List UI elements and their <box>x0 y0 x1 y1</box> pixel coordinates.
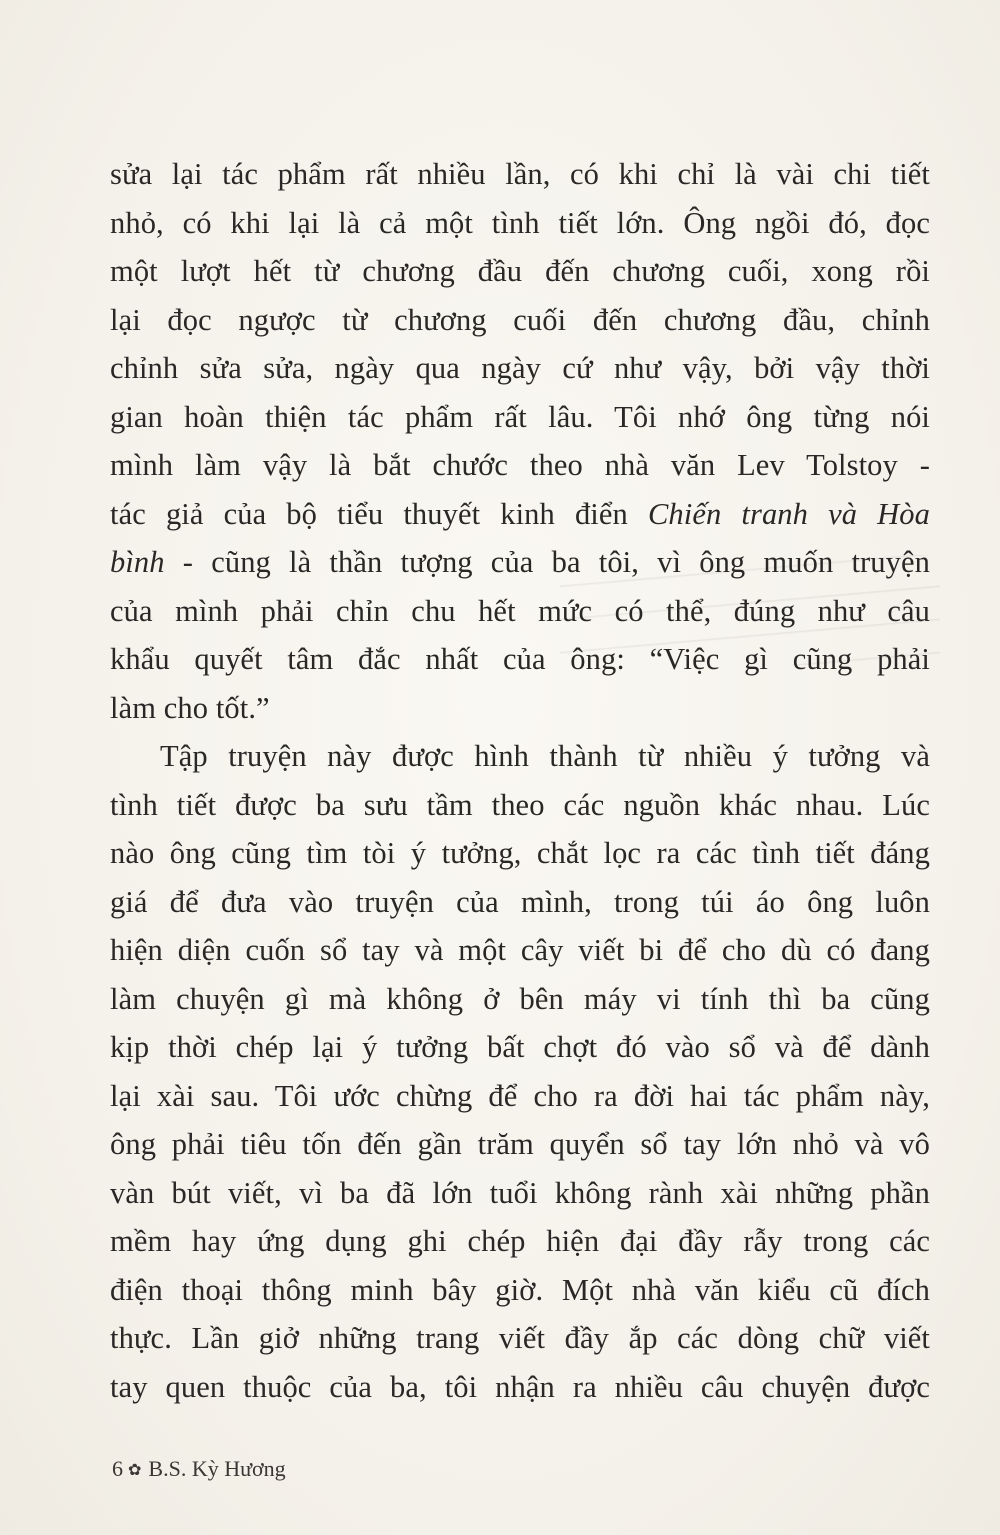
text-line: làm chuyện gì mà không ở bên máy vi tính thì ba cũng <box>110 981 930 1016</box>
text-line: hiện diện cuốn sổ tay và một cây viết bi để cho dù có đang <box>110 933 930 967</box>
body-text <box>110 150 930 1411</box>
page-number: 6 <box>112 1456 123 1481</box>
text-line: lại xài sau. Tôi ước chừng để cho ra đời hai tác phẩm này, <box>110 1078 930 1113</box>
page-footer <box>112 1454 286 1486</box>
text-line: nhỏ, có khi lại là cả một tình tiết lớn. Ông ngồi đó, đọc <box>110 205 930 240</box>
text-line: một lượt hết từ chương đầu đến chương cuối, xong rồi <box>110 254 930 288</box>
text-line: Tập truyện này được hình thành từ nhiều ý tưởng và <box>160 739 930 773</box>
text-line: mình làm vậy là bắt chước theo nhà văn Lev Tolstoy - <box>110 448 930 482</box>
text-line: tình tiết được ba sưu tầm theo các nguồn khác nhau. Lúc <box>110 787 930 822</box>
text-line: khẩu quyết tâm đắc nhất của ông: “Việc gì cũng phải <box>110 642 930 676</box>
text-line: làm cho tốt.” <box>110 690 270 725</box>
text-line: nào ông cũng tìm tòi ý tưởng, chắt lọc ra các tình tiết đáng <box>110 836 930 870</box>
text-line: ông phải tiêu tốn đến gần trăm quyển sổ tay lớn nhỏ và vô <box>110 1127 930 1161</box>
book-title-italic: bình <box>110 545 165 579</box>
text-line: tay quen thuộc của ba, tôi nhận ra nhiều câu chuyện được <box>110 1369 930 1404</box>
author-name: B.S. Kỳ Hương <box>148 1456 286 1481</box>
flower-ornament-icon: ✿ <box>128 1462 142 1479</box>
text-line: kịp thời chép lại ý tưởng bất chợt đó vào sổ và để dành <box>110 1030 930 1064</box>
text-line: điện thoại thông minh bây giờ. Một nhà văn kiểu cũ đích <box>110 1272 930 1307</box>
text-line <box>110 490 930 539</box>
book-title-italic: Chiến tranh và Hòa <box>647 496 931 531</box>
text-line <box>110 538 930 587</box>
text-segment: - cũng là thần tượng của ba tôi, vì ông muốn truyện <box>164 545 930 579</box>
text-segment: tác giả của bộ tiểu thuyết kinh điển <box>110 496 648 531</box>
text-line: mềm hay ứng dụng ghi chép hiện đại đầy rẫy trong các <box>110 1224 930 1258</box>
text-line: giá để đưa vào truyện của mình, trong túi áo ông luôn <box>110 884 930 919</box>
text-line: thực. Lần giở những trang viết đầy ắp các dòng chữ viết <box>110 1321 930 1355</box>
text-line: vàn bút viết, vì ba đã lớn tuổi không rành xài những phần <box>110 1175 930 1210</box>
text-line: của mình phải chỉn chu hết mức có thể, đúng như câu <box>110 593 930 628</box>
text-line: gian hoàn thiện tác phẩm rất lâu. Tôi nhớ ông từng nói <box>110 399 930 434</box>
text-line: lại đọc ngược từ chương cuối đến chương đầu, chỉnh <box>110 302 930 337</box>
text-line: sửa lại tác phẩm rất nhiều lần, có khi chỉ là vài chi tiết <box>110 157 930 191</box>
text-line: chỉnh sửa sửa, ngày qua ngày cứ như vậy, bởi vậy thời <box>110 351 930 385</box>
